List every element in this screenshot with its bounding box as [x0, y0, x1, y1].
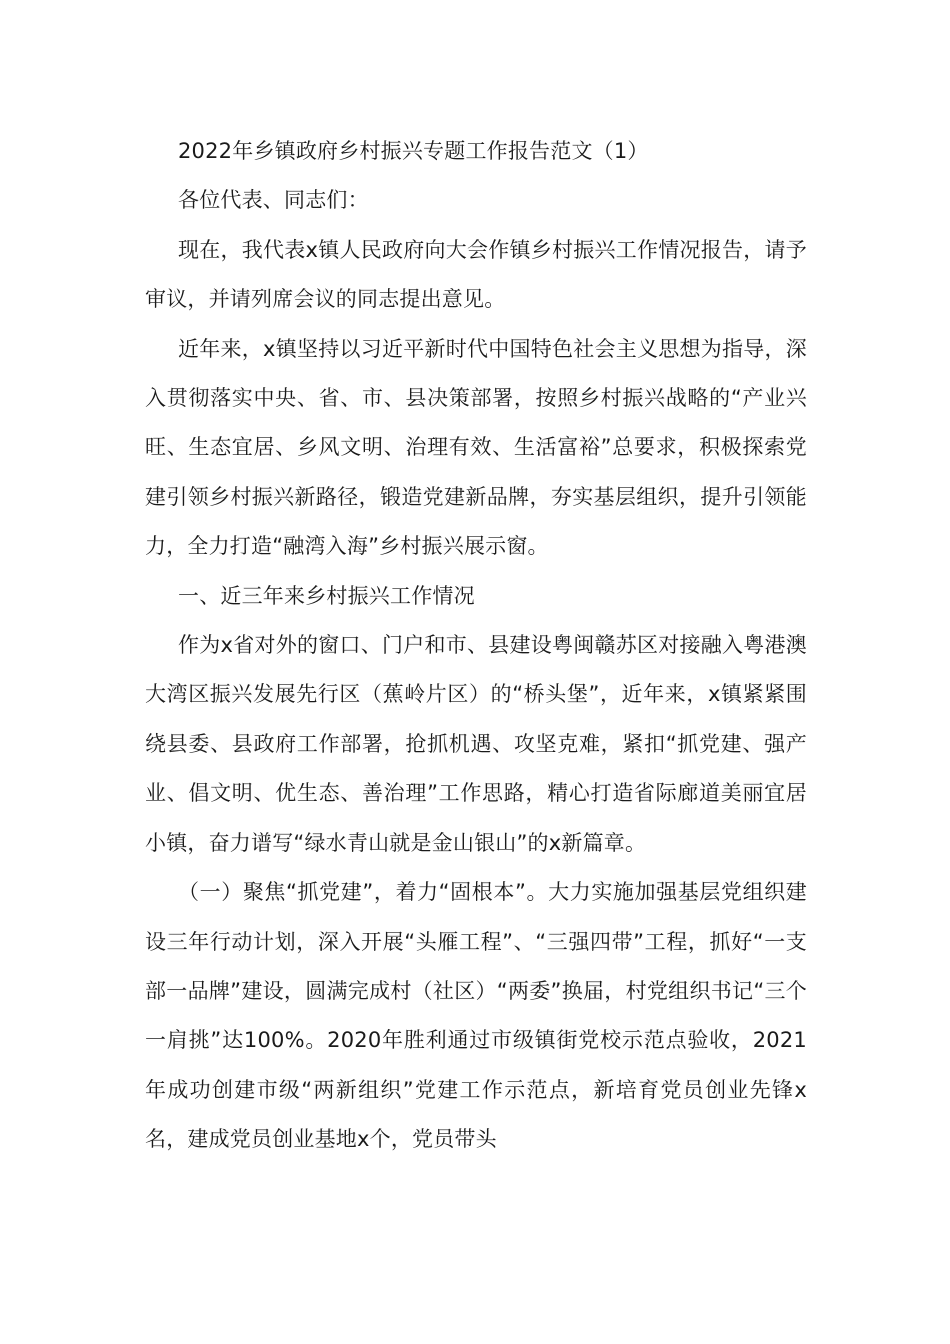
paragraph-overview: 近年来，x镇坚持以习近平新时代中国特色社会主义思想为指导，深入贯彻落实中央、省、市、县决策部署，按照乡村振兴战略的“产业兴旺、生态宜居、乡风文明、治理有效、生活富裕”总要求，积极探索党建引领乡村振兴新路径，锻造党建新品牌，夯实基层组织，提升引领能力，全力打造“融湾入海”乡村振兴展示窗。	[145, 336, 807, 559]
paragraph-subsection-1: （一）聚焦“抓党建”，着力“固根本”。大力实施加强基层党组织建设三年行动计划，深入开展“头雁工程”、“三强四带”工程，抓好“一支部一品牌”建设，圆满完成村（社区）“两委”换届，村党组织书记“三个一肩挑”达100%。2020年胜利通过市级镇街党校示范点验收，2021年成功创建市级“两新组织”党建工作示范点，新培育党员创业先锋x名，建成党员创业基地x个，党员带头	[145, 880, 807, 1152]
document-title: 2022年乡镇政府乡村振兴专题工作报告范文（1）	[178, 139, 649, 163]
salutation: 各位代表、同志们：	[178, 188, 369, 213]
paragraph-intro: 现在，我代表x镇人民政府向大会作镇乡村振兴工作情况报告，请予审议，并请列席会议的同志提出意见。	[145, 237, 807, 312]
document-body	[145, 127, 807, 1165]
section-heading-1: 一、近三年来乡村振兴工作情况	[178, 583, 475, 608]
paragraph-section-1: 作为x省对外的窗口、门户和市、县建设粤闽赣苏区对接融入粤港澳大湾区振兴发展先行区（蕉岭片区）的“桥头堡”，近年来，x镇紧紧围绕县委、县政府工作部署，抢抓机遇、攻坚克难，紧扣“抓党建、强产业、倡文明、优生态、善治理”工作思路，精心打造省际廊道美丽宜居小镇，奋力谱写“绿水青山就是金山银山”的x新篇章。	[145, 633, 807, 855]
